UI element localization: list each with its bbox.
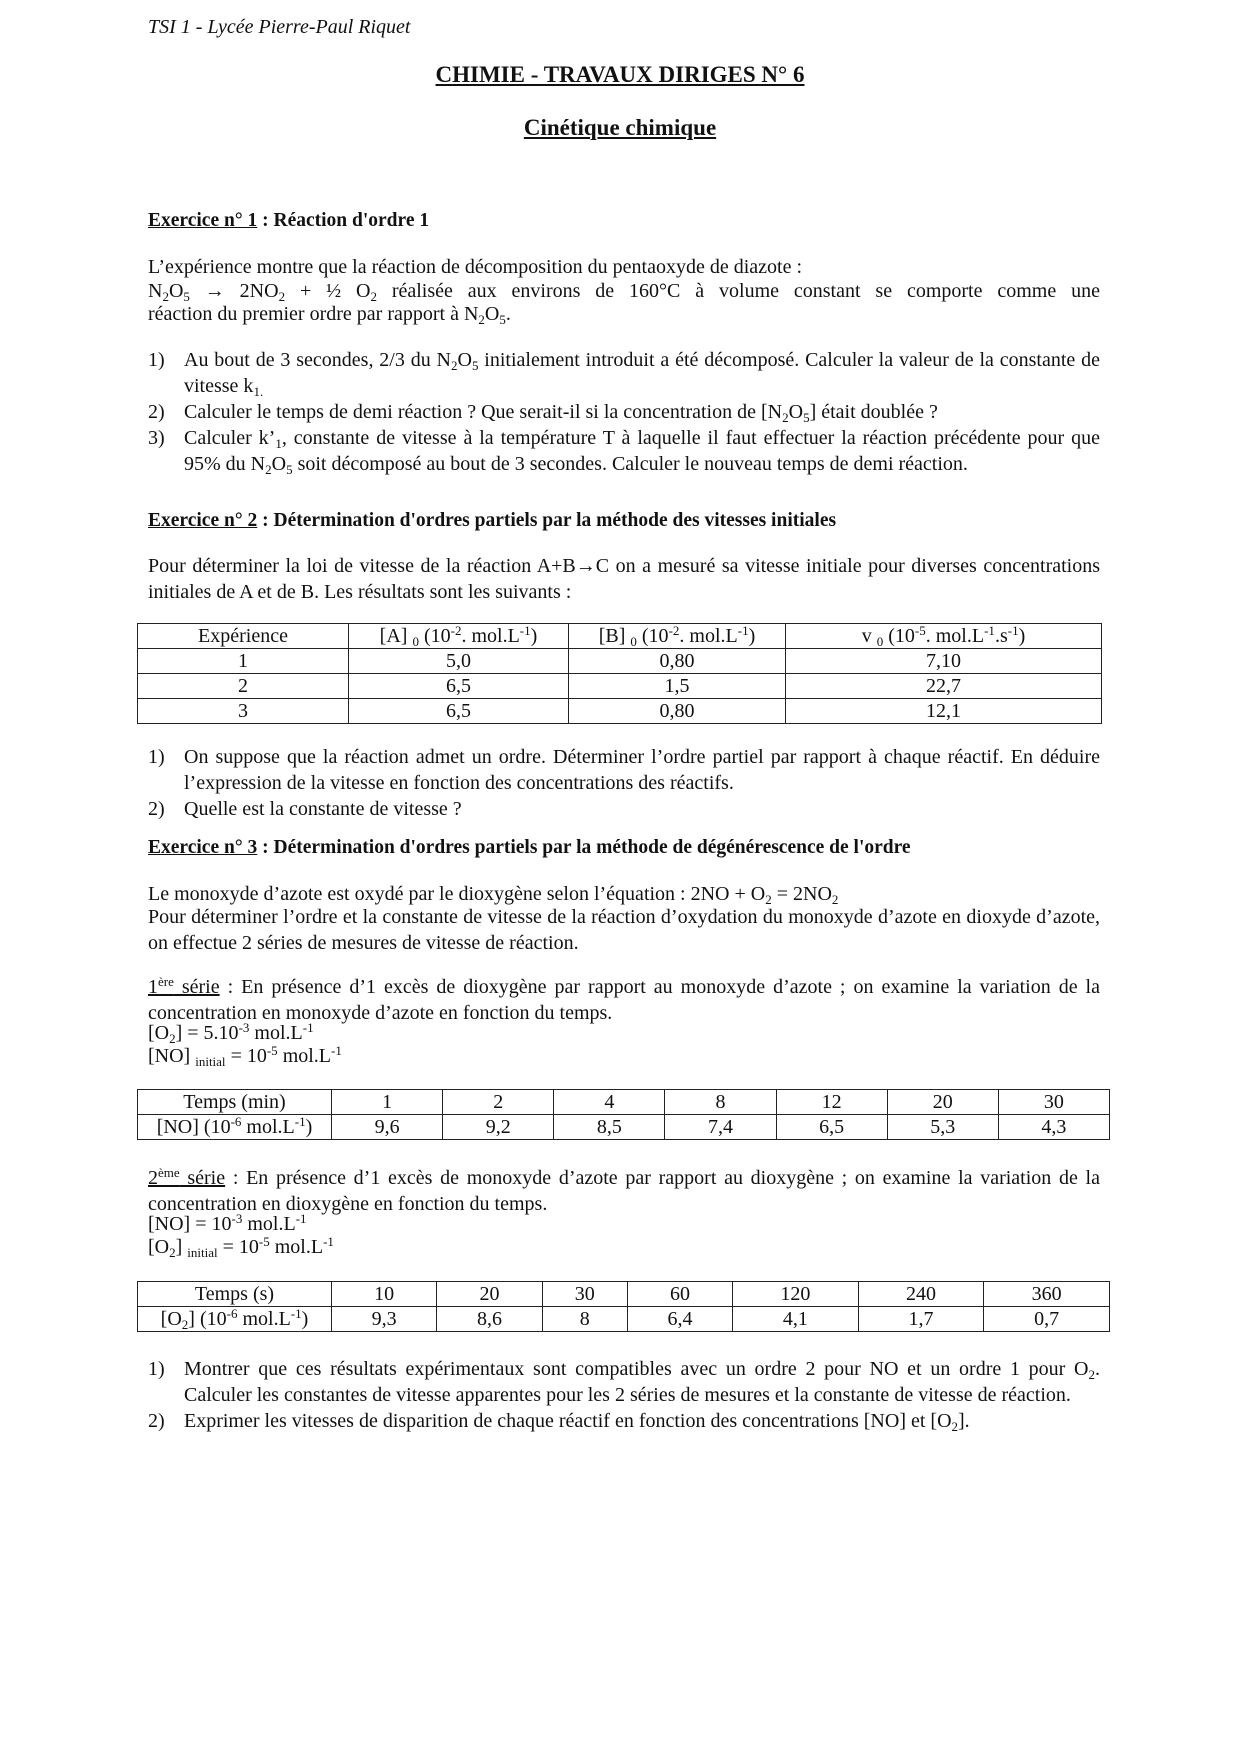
serie-1-no-initial: [NO] $_{initial} = 10^{-5}$ $mol.L^{-1}$ bbox=[148, 1043, 342, 1069]
table-cell: 12,1 bbox=[786, 699, 1102, 724]
table-cell: 240 bbox=[858, 1282, 984, 1307]
ex3-question-1: 1) Montrer que ces résultats expérimentaux sont compatibles avec un ordre 2 pour NO et un ordre 1 pour $O_2$. Calculer les constantes de vitesse apparentes pour les 2 séries de mesures et la constante de vitesse de réaction. bbox=[148, 1358, 1100, 1406]
table-cell: 20 bbox=[887, 1090, 998, 1115]
ex2-question-2: 2) Quelle est la constante de vitesse ? bbox=[148, 798, 462, 820]
table-header-cell: $[O_2]$ ($10^{-6}$ $mol.L^{-1}$) bbox=[138, 1307, 332, 1332]
table-header-cell: v $_0$ ($10^{-5}$. $mol.L^{-1}.s^{-1}$) bbox=[786, 624, 1102, 649]
serie-2-o2-initial: $[O_2] _{initial} = 10^{-5}$ $mol.L^{-1}$ bbox=[148, 1234, 334, 1260]
table-cell: 8 bbox=[665, 1090, 776, 1115]
serie-1-o2-concentration: $[O_2] = 5.10^{-3}$ $mol.L^{-1}$ bbox=[148, 1020, 314, 1046]
table-cell: 6,4 bbox=[627, 1307, 732, 1332]
table-cell: 8,6 bbox=[437, 1307, 542, 1332]
table-cell: 22,7 bbox=[786, 674, 1102, 699]
table-cell: 4,3 bbox=[998, 1115, 1109, 1140]
serie-2-no-concentration: $[NO] = 10^{-3}$ $mol.L^{-1}$ bbox=[148, 1211, 307, 1235]
table-cell: 5,0 bbox=[349, 649, 569, 674]
ex2-questions bbox=[148, 744, 1100, 822]
header: TSI 1 - Lycée Pierre-Paul Riquet bbox=[148, 16, 411, 38]
exercise-3-heading bbox=[148, 835, 911, 861]
table-cell: 30 bbox=[542, 1282, 627, 1307]
ex3-question-2: 2) Exprimer les vitesses de disparition de chaque réactif en fonction des concentrations [NO] et $[O_2]$. bbox=[148, 1410, 970, 1434]
table-header-cell: [B] $_0$ ($10^{-2}$. $mol.L^{-1}$) bbox=[569, 624, 786, 649]
table-cell: 6,5 bbox=[349, 674, 569, 699]
table-header-cell: [NO] ($10^{-6}$ $mol.L^{-1}$) bbox=[138, 1115, 332, 1140]
ex2-intro: Pour déterminer la loi de vitesse de la réaction A+B→C on a mesuré sa vitesse initiale pour diverses concentrations initiales de A et de B. Les résultats sont les suivants : bbox=[148, 555, 1100, 603]
table-cell: 2 bbox=[138, 674, 349, 699]
table-cell: 12 bbox=[776, 1090, 887, 1115]
table-header-cell: Temps (s) bbox=[138, 1282, 332, 1307]
table-header-cell: Expérience bbox=[138, 624, 349, 649]
ex1-intro-line2: $N_2O_5 \to 2NO_2$ + ½ $O_2$ réalisée aux environs de 160°C à volume constant se comporte comme une bbox=[148, 280, 1100, 304]
serie-1-table bbox=[137, 1089, 1110, 1140]
ex1-intro-line1: L’expérience montre que la réaction de décomposition du pentaoxyde de diazote : bbox=[148, 256, 803, 278]
ex1-intro-line3: réaction du premier ordre par rapport à $N_2O_5$. bbox=[148, 303, 511, 327]
ex3-serie-2: 2ème série : En présence d’1 excès de monoxyde d’azote par rapport au dioxygène ; on examine la variation de la concentration en dioxygène en fonction du temps. bbox=[148, 1165, 1100, 1215]
table-header-cell: Temps (min) bbox=[138, 1090, 332, 1115]
table-row bbox=[138, 649, 1102, 674]
table-row bbox=[138, 674, 1102, 699]
ex1-question-2: 2) Calculer le temps de demi réaction ? Que serait-il si la concentration de $[N_2O_5]$ était doublée ? bbox=[148, 401, 938, 425]
ex2-table bbox=[137, 623, 1102, 724]
table-row bbox=[138, 699, 1102, 724]
table-cell: 6,5 bbox=[349, 699, 569, 724]
table-cell: 3 bbox=[138, 699, 349, 724]
table-cell: 8 bbox=[542, 1307, 627, 1332]
ex1-question-1: 1) Au bout de 3 secondes, 2/3 du $N_2O_5$ initialement introduit a été décomposé. Calculer la valeur de la constante de vitesse $k_{1.}$ bbox=[148, 349, 1100, 399]
table-row bbox=[138, 1282, 1110, 1307]
table-cell: 1,7 bbox=[858, 1307, 984, 1332]
table-cell: 2 bbox=[443, 1090, 554, 1115]
serie-2-table bbox=[137, 1281, 1110, 1332]
exercise-3-title: : Détermination d'ordres partiels par la méthode de dégénérescence de l'ordre bbox=[257, 837, 911, 858]
exercise-2-label: Exercice n° 2 bbox=[148, 510, 258, 531]
table-cell: 120 bbox=[733, 1282, 859, 1307]
ex3-serie-1: 1ère série : En présence d’1 excès de dioxygène par rapport au monoxyde d’azote ; on examine la variation de la concentration en monoxyde d’azote en fonction du temps. bbox=[148, 974, 1100, 1024]
table-cell: 360 bbox=[984, 1282, 1110, 1307]
table-row bbox=[138, 1090, 1110, 1115]
page-title: CHIMIE - TRAVAUX DIRIGES N° 6 bbox=[435, 62, 805, 87]
exercise-3-label: Exercice n° 3 bbox=[148, 837, 258, 858]
exercise-1-heading bbox=[148, 208, 429, 234]
table-cell: 60 bbox=[627, 1282, 732, 1307]
table-cell: 4,1 bbox=[733, 1307, 859, 1332]
table-cell: 9,3 bbox=[332, 1307, 437, 1332]
ex2-question-1: 1) On suppose que la réaction admet un ordre. Déterminer l’ordre partiel par rapport à chaque réactif. En déduire l’expression de la vitesse en fonction des concentrations des réactifs. bbox=[148, 746, 1100, 794]
exercise-1-title: : Réaction d'ordre 1 bbox=[257, 210, 430, 231]
table-cell: 9,6 bbox=[332, 1115, 443, 1140]
serie-1-label: 1ère série bbox=[148, 974, 220, 998]
ex3-questions bbox=[148, 1356, 1100, 1434]
exercise-2-title: : Détermination d'ordres partiels par la méthode des vitesses initiales bbox=[257, 510, 837, 531]
table-cell: 9,2 bbox=[443, 1115, 554, 1140]
ex3-equation-line: Le monoxyde d’azote est oxydé par le dioxygène selon l’équation : $2NO + O_2 = 2NO_2$ bbox=[148, 883, 839, 907]
table-cell: 7,10 bbox=[786, 649, 1102, 674]
table-cell: 7,4 bbox=[665, 1115, 776, 1140]
table-cell: 0,80 bbox=[569, 699, 786, 724]
table-cell: 1 bbox=[138, 649, 349, 674]
page-subtitle: Cinétique chimique bbox=[523, 115, 717, 140]
table-row bbox=[138, 1307, 1110, 1332]
exercise-1-label: Exercice n° 1 bbox=[148, 210, 258, 231]
exercise-2-heading bbox=[148, 508, 836, 534]
table-cell: 30 bbox=[998, 1090, 1109, 1115]
table-cell: 0,80 bbox=[569, 649, 786, 674]
table-row bbox=[138, 1115, 1110, 1140]
table-cell: 5,3 bbox=[887, 1115, 998, 1140]
serie-2-label: 2ème série bbox=[148, 1165, 226, 1189]
table-cell: 6,5 bbox=[776, 1115, 887, 1140]
table-cell: 10 bbox=[332, 1282, 437, 1307]
ex1-questions bbox=[148, 347, 1100, 477]
table-cell: 20 bbox=[437, 1282, 542, 1307]
table-cell: 1 bbox=[332, 1090, 443, 1115]
table-cell: 8,5 bbox=[554, 1115, 665, 1140]
table-cell: 4 bbox=[554, 1090, 665, 1115]
table-header-row bbox=[138, 624, 1102, 649]
ex3-paragraph: Pour déterminer l’ordre et la constante de vitesse de la réaction d’oxydation du monoxyde d’azote en dioxyde d’azote, on effectue 2 séries de mesures de vitesse de réaction. bbox=[148, 906, 1100, 954]
table-cell: 0,7 bbox=[984, 1307, 1110, 1332]
ex1-question-3: 3) Calculer $k’_1$, constante de vitesse à la température T à laquelle il faut effectuer la réaction précédente pour que 95% du $N_2O_5$ soit décomposé au bout de 3 secondes. Calculer le nouveau temps de demi réaction. bbox=[148, 427, 1100, 477]
table-cell: 1,5 bbox=[569, 674, 786, 699]
table-header-cell: [A] $_0$ ($10^{-2}$. $mol.L^{-1}$) bbox=[349, 624, 569, 649]
